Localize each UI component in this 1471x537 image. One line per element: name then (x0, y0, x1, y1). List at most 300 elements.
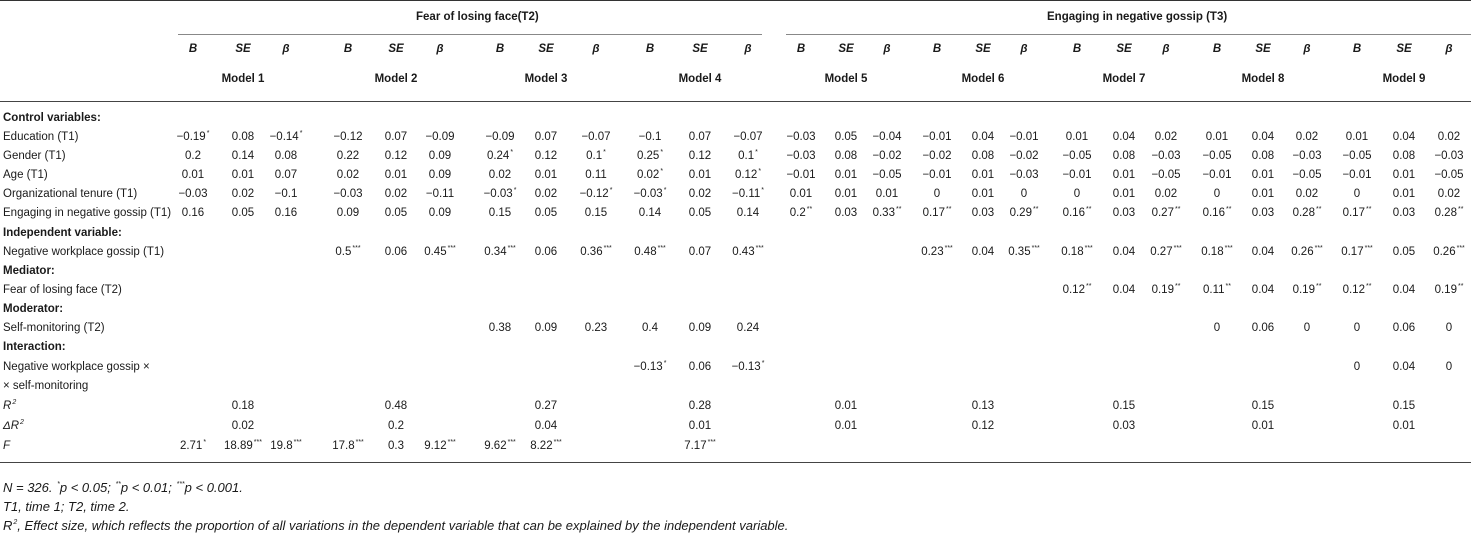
stat-header-beta: β (744, 43, 752, 55)
footnote-p1: p < 0.05; (59, 480, 115, 495)
cell-value: 0.01 (971, 188, 995, 200)
cell-value: −0.12 (579, 188, 609, 200)
table-cell (585, 321, 607, 335)
table-cell (1113, 206, 1135, 220)
cell-value: 0.01 (688, 420, 712, 432)
table-top-rule (0, 0, 1471, 1)
significance-stars: *** (657, 245, 666, 252)
model-header-8: Model 8 (1241, 73, 1285, 85)
cell-value: 0.01 (789, 188, 813, 200)
table-cell (1021, 187, 1027, 201)
table-cell (484, 187, 517, 201)
row-label-text: Fear of losing face (T2) (3, 284, 122, 296)
cell-value: 0.08 (231, 131, 255, 143)
cell-value: 0.07 (688, 131, 712, 143)
footnote-p3: p < 0.001. (184, 480, 243, 495)
cell-value: 0.15 (488, 207, 512, 219)
cell-value: 0.09 (688, 322, 712, 334)
cell-value: 0.01 (834, 400, 858, 412)
cell-value: 0.08 (1392, 150, 1416, 162)
cell-value: 0.28 (1434, 207, 1457, 219)
cell-value: 0.24 (736, 322, 760, 334)
section-heading (3, 226, 122, 240)
table-cell (1354, 360, 1360, 374)
cell-value: −0.05 (872, 169, 902, 181)
cell-value: 0.03 (971, 207, 995, 219)
cell-value: 0.02 (1154, 131, 1178, 143)
row-label-text: Education (T1) (3, 131, 79, 143)
cell-value: 0.04 (1392, 284, 1416, 296)
table-cell (922, 130, 951, 144)
significance-stars: ** (1085, 283, 1092, 290)
significance-stars: * (758, 168, 762, 175)
row-label-text: Mediator: (3, 265, 55, 277)
cell-value: 0.01 (1392, 420, 1416, 432)
table-cell (385, 245, 407, 259)
cell-value: 0.01 (834, 188, 858, 200)
table-cell (1214, 187, 1220, 201)
table-cell (1152, 206, 1181, 220)
table-cell (1202, 149, 1231, 163)
significance-stars: ** (806, 206, 813, 213)
table-cell (1341, 245, 1373, 259)
significance-stars: * (663, 360, 667, 367)
cell-value: 0.04 (1251, 246, 1275, 258)
table-cell (1293, 206, 1322, 220)
cell-value: −0.05 (1062, 150, 1092, 162)
table-cell (429, 149, 451, 163)
stat-header-beta: β (1020, 43, 1028, 55)
cell-value: 0.01 (1251, 169, 1275, 181)
cell-value: 0.04 (971, 246, 995, 258)
section-heading (3, 340, 66, 354)
table-cell (270, 439, 302, 453)
row-label (3, 283, 122, 297)
cell-value: 0.07 (688, 246, 712, 258)
cell-value: 0.05 (231, 207, 255, 219)
cell-value: 0.04 (971, 131, 995, 143)
table-cell (275, 168, 297, 182)
table-cell (1296, 130, 1318, 144)
table-cell (972, 149, 994, 163)
table-cell (1435, 283, 1464, 297)
cell-value: 0.02 (1437, 131, 1461, 143)
table-cell (735, 168, 761, 182)
stat-header-se: SE (388, 43, 404, 55)
cell-value: 0.17 (1342, 207, 1365, 219)
stat-header-se: SE (838, 43, 854, 55)
table-cell (732, 245, 764, 259)
table-cell (1438, 187, 1460, 201)
table-cell (1343, 283, 1372, 297)
cell-value: 0.18 (1201, 246, 1224, 258)
cell-value: 0.02 (636, 169, 660, 181)
cell-value: 0.28 (688, 400, 712, 412)
table-cell (689, 168, 711, 182)
cell-value: −0.19 (176, 131, 206, 143)
cell-value: 17.8 (332, 440, 355, 452)
row-label-text: Age (T1) (3, 169, 48, 181)
cell-value: 0 (1303, 322, 1311, 334)
row-label-text: Self-monitoring (T2) (3, 322, 105, 334)
cell-value: 0.12 (534, 150, 558, 162)
significance-stars: *** (1084, 245, 1093, 252)
footnote-p1-star: * (57, 481, 60, 488)
cell-value: −0.03 (786, 131, 816, 143)
cell-value: 0.09 (336, 207, 360, 219)
table-cell (1252, 245, 1274, 259)
table-cell (1113, 130, 1135, 144)
cell-value: 0.02 (1154, 188, 1178, 200)
cell-value: −0.03 (633, 188, 663, 200)
table-cell (333, 187, 362, 201)
table-cell (639, 206, 661, 220)
table-cell (786, 168, 815, 182)
model-header-9: Model 9 (1382, 73, 1426, 85)
stat-header-se: SE (1116, 43, 1132, 55)
table-cell (972, 187, 994, 201)
row-label-text: Negative workplace gossip × (3, 361, 150, 373)
table-cell (876, 187, 898, 201)
stat-header-b: B (1212, 43, 1222, 55)
cell-value: 0.3 (388, 440, 404, 452)
cell-value: 0.08 (1112, 150, 1136, 162)
cell-value: 0.02 (488, 169, 512, 181)
stat-header-b: B (188, 43, 198, 55)
cell-value: 0.13 (971, 400, 995, 412)
group-underline-fear (178, 34, 762, 35)
table-cell (1393, 360, 1415, 374)
row-label (3, 379, 88, 393)
cell-value: 0.16 (1202, 207, 1225, 219)
stat-header-beta: β (282, 43, 290, 55)
table-cell (1152, 283, 1181, 297)
cell-value: 2.71 (179, 440, 203, 452)
significance-stars: * (299, 130, 303, 137)
table-cell (224, 439, 262, 453)
cell-value: 0.09 (534, 322, 558, 334)
table-cell (1062, 168, 1091, 182)
table-cell (232, 149, 254, 163)
cell-value: 0.12 (384, 150, 408, 162)
table-cell (1113, 283, 1135, 297)
table-cell (1009, 168, 1038, 182)
cell-value: 0.12 (1342, 284, 1365, 296)
cell-value: 0.04 (1392, 361, 1416, 373)
footnote-p2: p < 0.01; (120, 480, 176, 495)
table-cell (732, 360, 765, 374)
significance-stars: *** (253, 439, 262, 446)
model-header-6: Model 6 (961, 73, 1005, 85)
cell-value: 0 (1213, 188, 1221, 200)
table-cell (1342, 168, 1371, 182)
cell-value: −0.07 (733, 131, 763, 143)
cell-value: 0.01 (1112, 169, 1136, 181)
cell-value: 0.11 (585, 169, 607, 181)
table-cell (1304, 321, 1310, 335)
table-cell (1252, 321, 1274, 335)
cell-value: 0.17 (1341, 246, 1364, 258)
significance-stars: ** (1315, 206, 1322, 213)
cell-value: 0.14 (231, 150, 255, 162)
table-cell (182, 168, 204, 182)
table-cell (535, 168, 557, 182)
row-label-text: Gender (T1) (3, 150, 66, 162)
table-cell (1393, 206, 1415, 220)
table-cell (934, 187, 940, 201)
cell-value: 0.29 (1009, 207, 1032, 219)
significance-stars: *** (507, 245, 516, 252)
cell-value: 0.07 (274, 169, 298, 181)
cell-value: −0.01 (786, 169, 816, 181)
table-cell (585, 206, 607, 220)
table-cell (1252, 283, 1274, 297)
significance-stars: *** (447, 245, 456, 252)
table-cell (1393, 321, 1415, 335)
table-cell (535, 399, 557, 413)
table-cell (535, 149, 557, 163)
table-cell (232, 187, 254, 201)
cell-value: 0.01 (534, 169, 558, 181)
table-cell (429, 206, 451, 220)
table-cell (275, 206, 297, 220)
cell-value: 0.01 (1392, 169, 1416, 181)
significance-stars: ** (1085, 206, 1092, 213)
table-cell (835, 168, 857, 182)
cell-value: 0.22 (336, 150, 360, 162)
table-cell (1252, 206, 1274, 220)
row-label-superscript: 2 (20, 419, 24, 426)
table-cell (535, 130, 557, 144)
row-label (3, 149, 66, 163)
row-label-text: Negative workplace gossip (T1) (3, 246, 165, 258)
table-cell (737, 321, 759, 335)
cell-value: −0.05 (1342, 150, 1372, 162)
group-underline-gossip (786, 34, 1471, 35)
table-cell (1151, 168, 1180, 182)
cell-value: 0.07 (384, 131, 408, 143)
stat-header-b: B (932, 43, 942, 55)
cell-value: 0.15 (1392, 400, 1416, 412)
significance-stars: ** (1365, 206, 1372, 213)
significance-stars: * (603, 149, 606, 156)
footnote-p2-star: ** (115, 481, 121, 488)
table-cell (1446, 321, 1452, 335)
model-header-3: Model 3 (524, 73, 568, 85)
cell-value: 0.04 (1112, 246, 1136, 258)
stat-header-b: B (1352, 43, 1362, 55)
table-cell (535, 245, 557, 259)
cell-value: 0 (1353, 361, 1361, 373)
table-cell (182, 206, 204, 220)
section-heading (3, 302, 63, 316)
table-cell (585, 168, 607, 182)
table-cell (489, 206, 511, 220)
table-cell (270, 130, 303, 144)
significance-stars: * (510, 149, 514, 156)
table-cell (1214, 321, 1220, 335)
cell-value: 8.22 (530, 440, 553, 452)
table-cell (1393, 399, 1415, 413)
cell-value: 0.19 (1292, 284, 1315, 296)
cell-value: −0.03 (786, 150, 816, 162)
cell-value: −0.05 (1434, 169, 1464, 181)
table-cell (835, 399, 857, 413)
table-cell (385, 399, 407, 413)
cell-value: 7.17 (684, 440, 707, 452)
table-cell (429, 168, 451, 182)
cell-value: 0.08 (274, 150, 298, 162)
row-label (3, 245, 164, 259)
footnote-r2 (3, 516, 788, 535)
cell-value: 0.02 (231, 188, 255, 200)
table-cell (232, 419, 254, 433)
table-cell (1062, 149, 1091, 163)
table-cell (335, 245, 360, 259)
cell-value: −0.13 (731, 361, 761, 373)
significance-stars: ** (1315, 283, 1322, 290)
table-cell (385, 130, 407, 144)
cell-value: 0.04 (1392, 131, 1416, 143)
stat-header-beta: β (436, 43, 444, 55)
cell-value: 0.02 (1295, 188, 1319, 200)
significance-stars: * (513, 187, 517, 194)
table-cell (333, 130, 362, 144)
cell-value: 0.24 (486, 150, 510, 162)
table-cell (535, 321, 557, 335)
table-cell (489, 168, 511, 182)
cell-value: −0.09 (425, 131, 455, 143)
table-cell (1292, 149, 1321, 163)
table-cell (1393, 283, 1415, 297)
table-cell (530, 439, 562, 453)
row-label (3, 168, 48, 182)
cell-value: 0.01 (971, 169, 995, 181)
cell-value: 0.17 (922, 207, 945, 219)
model-header-2: Model 2 (374, 73, 418, 85)
table-cell (689, 419, 711, 433)
table-cell (1293, 283, 1322, 297)
table-cell (921, 245, 953, 259)
table-cell (1393, 149, 1415, 163)
cell-value: 0.02 (534, 188, 558, 200)
cell-value: 0.09 (428, 207, 452, 219)
stat-header-b: B (495, 43, 505, 55)
table-cell (786, 130, 815, 144)
table-cell (1434, 149, 1463, 163)
cell-value: 0.07 (534, 131, 558, 143)
table-cell (1252, 168, 1274, 182)
table-cell (424, 439, 456, 453)
cell-value: 19.8 (270, 440, 293, 452)
table-cell (1113, 399, 1135, 413)
significance-stars: *** (1364, 245, 1373, 252)
cell-value: 0.09 (428, 169, 452, 181)
cell-value: 0.2 (185, 150, 201, 162)
cell-value: 0.19 (1151, 284, 1174, 296)
cell-value: 0.01 (875, 188, 899, 200)
table-cell (385, 168, 407, 182)
section-heading (3, 264, 55, 278)
table-cell (786, 149, 815, 163)
significance-stars: ** (1225, 283, 1231, 290)
model-header-7: Model 7 (1102, 73, 1146, 85)
table-cell (1393, 419, 1415, 433)
table-cell (835, 187, 857, 201)
cell-value: 0.04 (1112, 284, 1136, 296)
cell-value: −0.02 (872, 150, 902, 162)
significance-stars: *** (553, 439, 562, 446)
cell-value: 18.89 (224, 440, 253, 452)
row-label-text: Control variables: (3, 112, 101, 124)
significance-stars: ** (945, 206, 952, 213)
cell-value: −0.05 (1292, 169, 1322, 181)
table-cell (388, 419, 404, 433)
table-cell (1296, 187, 1318, 201)
stat-header-se: SE (975, 43, 991, 55)
significance-stars: ** (1365, 283, 1372, 290)
cell-value: 0.1 (738, 150, 755, 162)
cell-value: −0.01 (1009, 131, 1039, 143)
table-cell (689, 399, 711, 413)
row-label (3, 206, 171, 220)
stat-header-b: B (343, 43, 353, 55)
table-cell (634, 187, 667, 201)
significance-stars: *** (355, 439, 364, 446)
significance-stars: *** (1224, 245, 1233, 252)
cell-value: −0.14 (269, 131, 299, 143)
table-cell (424, 245, 456, 259)
significance-stars: * (203, 439, 207, 446)
footnote-significance (3, 478, 788, 497)
model-header-5: Model 5 (824, 73, 868, 85)
table-cell (1155, 130, 1177, 144)
table-cell (1342, 149, 1371, 163)
significance-stars: *** (447, 439, 456, 446)
cell-value: 0.01 (834, 420, 858, 432)
cell-value: 0.05 (384, 207, 408, 219)
cell-value: 0.01 (1392, 188, 1416, 200)
cell-value: 0.15 (1251, 400, 1275, 412)
cell-value: 0.01 (1251, 420, 1275, 432)
table-cell (535, 419, 557, 433)
significance-stars: *** (755, 245, 764, 252)
significance-stars: ** (1174, 206, 1181, 213)
table-cell (426, 187, 454, 201)
table-cell (1113, 168, 1135, 182)
significance-stars: *** (944, 245, 953, 252)
cell-value: 0.16 (274, 207, 298, 219)
table-cell (1206, 130, 1228, 144)
cell-value: −0.01 (1342, 169, 1372, 181)
row-label-text: × self-monitoring (3, 380, 89, 392)
table-cell (1151, 149, 1180, 163)
cell-value: 0.04 (1112, 131, 1136, 143)
footnote-r2-label: R (3, 518, 13, 533)
stat-header-se: SE (692, 43, 708, 55)
table-cell (1433, 245, 1465, 259)
cell-value: −0.05 (1151, 169, 1181, 181)
table-cell (1252, 399, 1274, 413)
significance-stars: * (660, 149, 664, 156)
table-cell (332, 439, 364, 453)
cell-value: 0 (1353, 188, 1361, 200)
cell-value: −0.09 (485, 131, 515, 143)
table-cell (1354, 321, 1360, 335)
cell-value: 0.01 (181, 169, 205, 181)
significance-stars: ** (1225, 206, 1232, 213)
cell-value: 0.26 (1291, 246, 1314, 258)
